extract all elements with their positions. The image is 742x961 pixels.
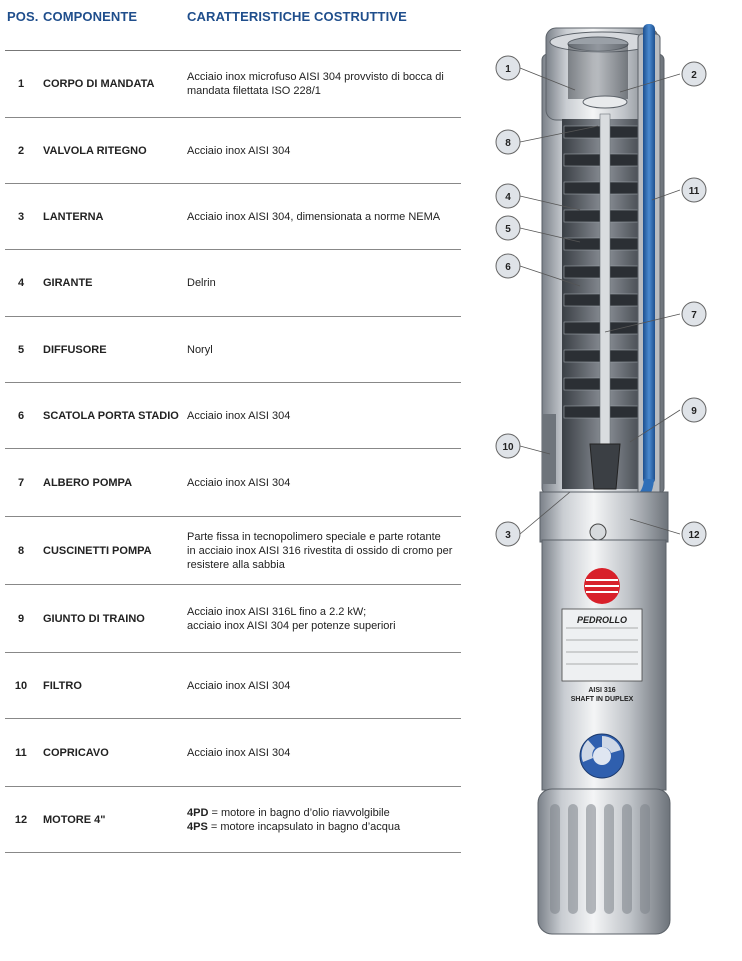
callout-8 [496,130,520,154]
row-component: CORPO DI MANDATA [43,78,155,90]
callout-4 [496,184,520,208]
row-component: SCATOLA PORTA STADIO [43,409,179,422]
description-line: in acciaio inox AISI 316 rivestita di ossido di cromo per [187,544,453,557]
table-row [5,653,461,719]
row-component: VALVOLA RITEGNO [43,144,147,157]
row-description [187,184,461,249]
motor-text: = motore in bagno d’olio riavvolgibile [208,806,390,819]
svg-text:9: 9 [691,406,697,417]
svg-text:4: 4 [505,192,511,203]
table-row [5,449,461,517]
svg-text:10: 10 [502,442,514,453]
callout-10 [496,434,520,458]
column-header-pos: POS. [7,9,39,24]
description-line: Acciaio inox AISI 316L fino a 2.2 kW; [187,605,367,618]
row-pos: 11 [15,746,27,759]
row-pos: 4 [17,277,25,289]
svg-text:8: 8 [505,138,511,149]
row-description [187,787,461,852]
svg-text:5: 5 [505,224,511,235]
callout-2 [682,62,706,86]
svg-text:12: 12 [688,530,700,541]
pedrollo-logo [584,568,620,604]
description-line: Acciaio inox AISI 304 [187,679,291,692]
row-description [187,317,461,382]
row-description [187,719,461,786]
row-description [187,51,461,117]
description-line: Acciaio inox microfuso AISI 304 provvisto di bocca di [187,71,444,83]
row-pos: 7 [17,476,25,489]
table-row [5,118,461,184]
row-component: GIUNTO DI TRAINO [43,612,145,625]
row-component: CUSCINETTI POMPA [43,544,152,557]
table-row [5,51,461,118]
callout-9 [682,398,706,422]
description-line: Parte fissa in tecnopolimero speciale e parte rotante [187,530,441,543]
callout-1 [496,56,520,80]
row-description [187,118,461,183]
description-line: mandata filettata ISO 228/1 [187,85,321,97]
table-row [5,250,461,317]
row-description [187,383,461,448]
table-row [5,184,461,250]
row-description [187,585,461,652]
row-pos: 9 [17,612,25,625]
row-pos: 3 [17,210,25,223]
description-line [187,806,400,820]
svg-text:1: 1 [505,64,511,75]
filter [542,414,556,484]
description-line: Acciaio inox AISI 304 [187,144,291,157]
motor-code: 4PS [187,820,208,833]
motor-body [538,492,670,934]
svg-text:2: 2 [691,70,697,81]
svg-text:6: 6 [505,262,511,273]
row-pos: 12 [14,813,28,826]
plate-shaft: SHAFT IN DUPLEX [570,696,634,703]
row-description [187,517,461,584]
row-pos: 2 [17,144,25,157]
table-row [5,517,461,585]
plate-material: AISI 316 [588,687,616,694]
row-component: MOTORE 4" [43,813,106,826]
row-component: DIFFUSORE [43,343,107,356]
callout-12 [682,522,706,546]
callout-5 [496,216,520,240]
description-line [187,820,400,834]
description-line: Acciaio inox AISI 304 [187,409,291,422]
row-pos: 1 [17,78,25,90]
row-description [187,250,461,316]
callout-3 [496,522,520,546]
row-pos: 10 [14,679,28,692]
plate-brand: PEDROLLO [576,615,628,625]
pump-cutaway-illustration [480,14,740,954]
coupling [590,444,620,489]
callout-11 [682,178,706,202]
description-line: Acciaio inox AISI 304, dimensionata a norme NEMA [187,210,441,223]
row-component: ALBERO POMPA [43,476,133,489]
row-component: GIRANTE [43,277,93,289]
callout-7 [682,302,706,326]
motor-code: 4PD [187,806,209,819]
svg-text:11: 11 [688,186,700,197]
table-row [5,585,461,653]
motor-text: = motore incapsulato in bagno d’acqua [207,820,401,833]
column-header-caratteristiche: CARATTERISTICHE COSTRUTTIVE [187,9,407,24]
column-header-componente: COMPONENTE [43,9,138,24]
row-description [187,449,461,516]
row-description [187,653,461,718]
row-pos: 8 [17,544,25,557]
row-component: LANTERNA [43,210,104,223]
description-line: Acciaio inox AISI 304 [187,746,291,759]
description-line: Noryl [187,343,213,356]
table-row [5,719,461,787]
row-component: FILTRO [43,679,82,692]
description-line: Delrin [187,277,216,289]
description-line: Acciaio inox AISI 304 [187,476,291,489]
table-row [5,317,461,383]
description-line: acciaio inox AISI 304 per potenze superiori [187,619,396,632]
row-pos: 6 [17,409,25,422]
table-row [5,787,461,853]
svg-text:7: 7 [691,310,697,321]
motor-medallion-icon [580,734,624,778]
pump-shaft [600,114,610,474]
table-row [5,383,461,449]
description-line: resistere alla sabbia [187,558,285,571]
callout-6 [496,254,520,278]
row-component: COPRICAVO [43,746,109,759]
row-pos: 5 [17,343,25,356]
svg-text:3: 3 [505,530,511,541]
